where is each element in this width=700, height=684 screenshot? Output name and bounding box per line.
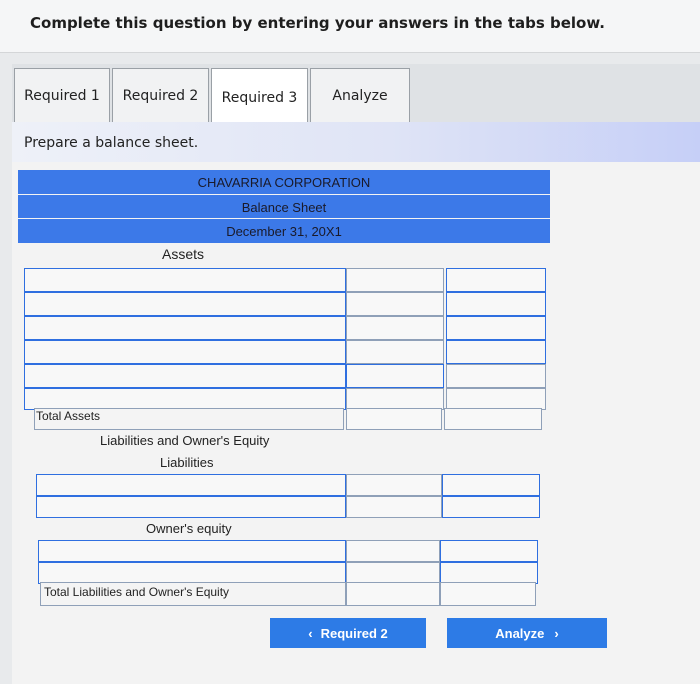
asset-account-input[interactable] <box>24 340 346 364</box>
liability-account-input[interactable] <box>36 474 346 496</box>
asset-total-input[interactable] <box>446 388 546 410</box>
statement-date: December 31, 20X1 <box>226 224 342 239</box>
tab-required-1[interactable] <box>14 68 110 123</box>
tab-required-2[interactable] <box>112 68 209 123</box>
asset-amount-input[interactable] <box>346 340 444 364</box>
asset-total-input[interactable] <box>446 292 546 316</box>
asset-total-input[interactable] <box>446 316 546 340</box>
equity-total-input[interactable] <box>440 562 538 584</box>
equity-account-input[interactable] <box>38 562 346 584</box>
tab-label: Required 2 <box>122 87 199 104</box>
liabilities-heading: Liabilities <box>160 455 214 470</box>
equity-amount-input[interactable] <box>346 540 440 562</box>
asset-amount-input[interactable] <box>346 388 444 410</box>
tab-analyze[interactable] <box>310 68 410 123</box>
equity-total-input[interactable] <box>440 540 538 562</box>
instruction-text: Complete this question by entering your answers in the tabs below. <box>30 14 605 32</box>
tab-label: Required 1 <box>24 87 100 104</box>
total-assets-amount-input[interactable] <box>346 408 442 430</box>
asset-account-input[interactable] <box>24 388 346 410</box>
asset-account-input[interactable] <box>24 364 346 388</box>
chevron-right-icon: › <box>554 625 559 641</box>
liability-amount-input[interactable] <box>346 474 442 496</box>
liab-equity-heading: Liabilities and Owner's Equity <box>100 433 270 448</box>
tab-label: Analyze <box>332 87 388 104</box>
tab-label: Required 3 <box>221 89 298 106</box>
prev-button-label: Required 2 <box>320 625 388 641</box>
total-liab-equity-label: Total Liabilities and Owner's Equity <box>44 585 230 599</box>
asset-account-input[interactable] <box>24 316 346 340</box>
asset-account-input[interactable] <box>24 268 346 292</box>
instruction-bar <box>0 0 700 53</box>
statement-title: Balance Sheet <box>241 200 327 215</box>
asset-total-input[interactable] <box>446 340 546 364</box>
company-name: CHAVARRIA CORPORATION <box>197 175 371 190</box>
asset-total-input[interactable] <box>446 364 546 388</box>
total-assets-label: Total Assets <box>36 409 101 423</box>
equity-account-input[interactable] <box>38 540 346 562</box>
equity-heading: Owner's equity <box>146 521 232 536</box>
liability-total-input[interactable] <box>442 496 540 518</box>
asset-amount-input[interactable] <box>346 268 444 292</box>
total-liab-equity-amount-input[interactable] <box>346 582 440 606</box>
prompt-text: Prepare a balance sheet. <box>24 135 199 151</box>
asset-amount-input[interactable] <box>346 292 444 316</box>
total-assets-total-input[interactable] <box>444 408 542 430</box>
chevron-left-icon: ‹ <box>308 625 313 641</box>
next-analyze-button[interactable] <box>447 618 607 648</box>
asset-account-input[interactable] <box>24 292 346 316</box>
asset-amount-input[interactable] <box>346 364 444 388</box>
prev-required-2-button[interactable] <box>270 618 426 648</box>
tab-required-3[interactable] <box>211 68 308 126</box>
liability-total-input[interactable] <box>442 474 540 496</box>
next-button-label: Analyze <box>495 625 545 641</box>
asset-amount-input[interactable] <box>346 316 444 340</box>
assets-heading: Assets <box>162 246 205 262</box>
liability-account-input[interactable] <box>36 496 346 518</box>
asset-total-input[interactable] <box>446 268 546 292</box>
liability-amount-input[interactable] <box>346 496 442 518</box>
equity-amount-input[interactable] <box>346 562 440 584</box>
total-liab-equity-total-input[interactable] <box>440 582 536 606</box>
